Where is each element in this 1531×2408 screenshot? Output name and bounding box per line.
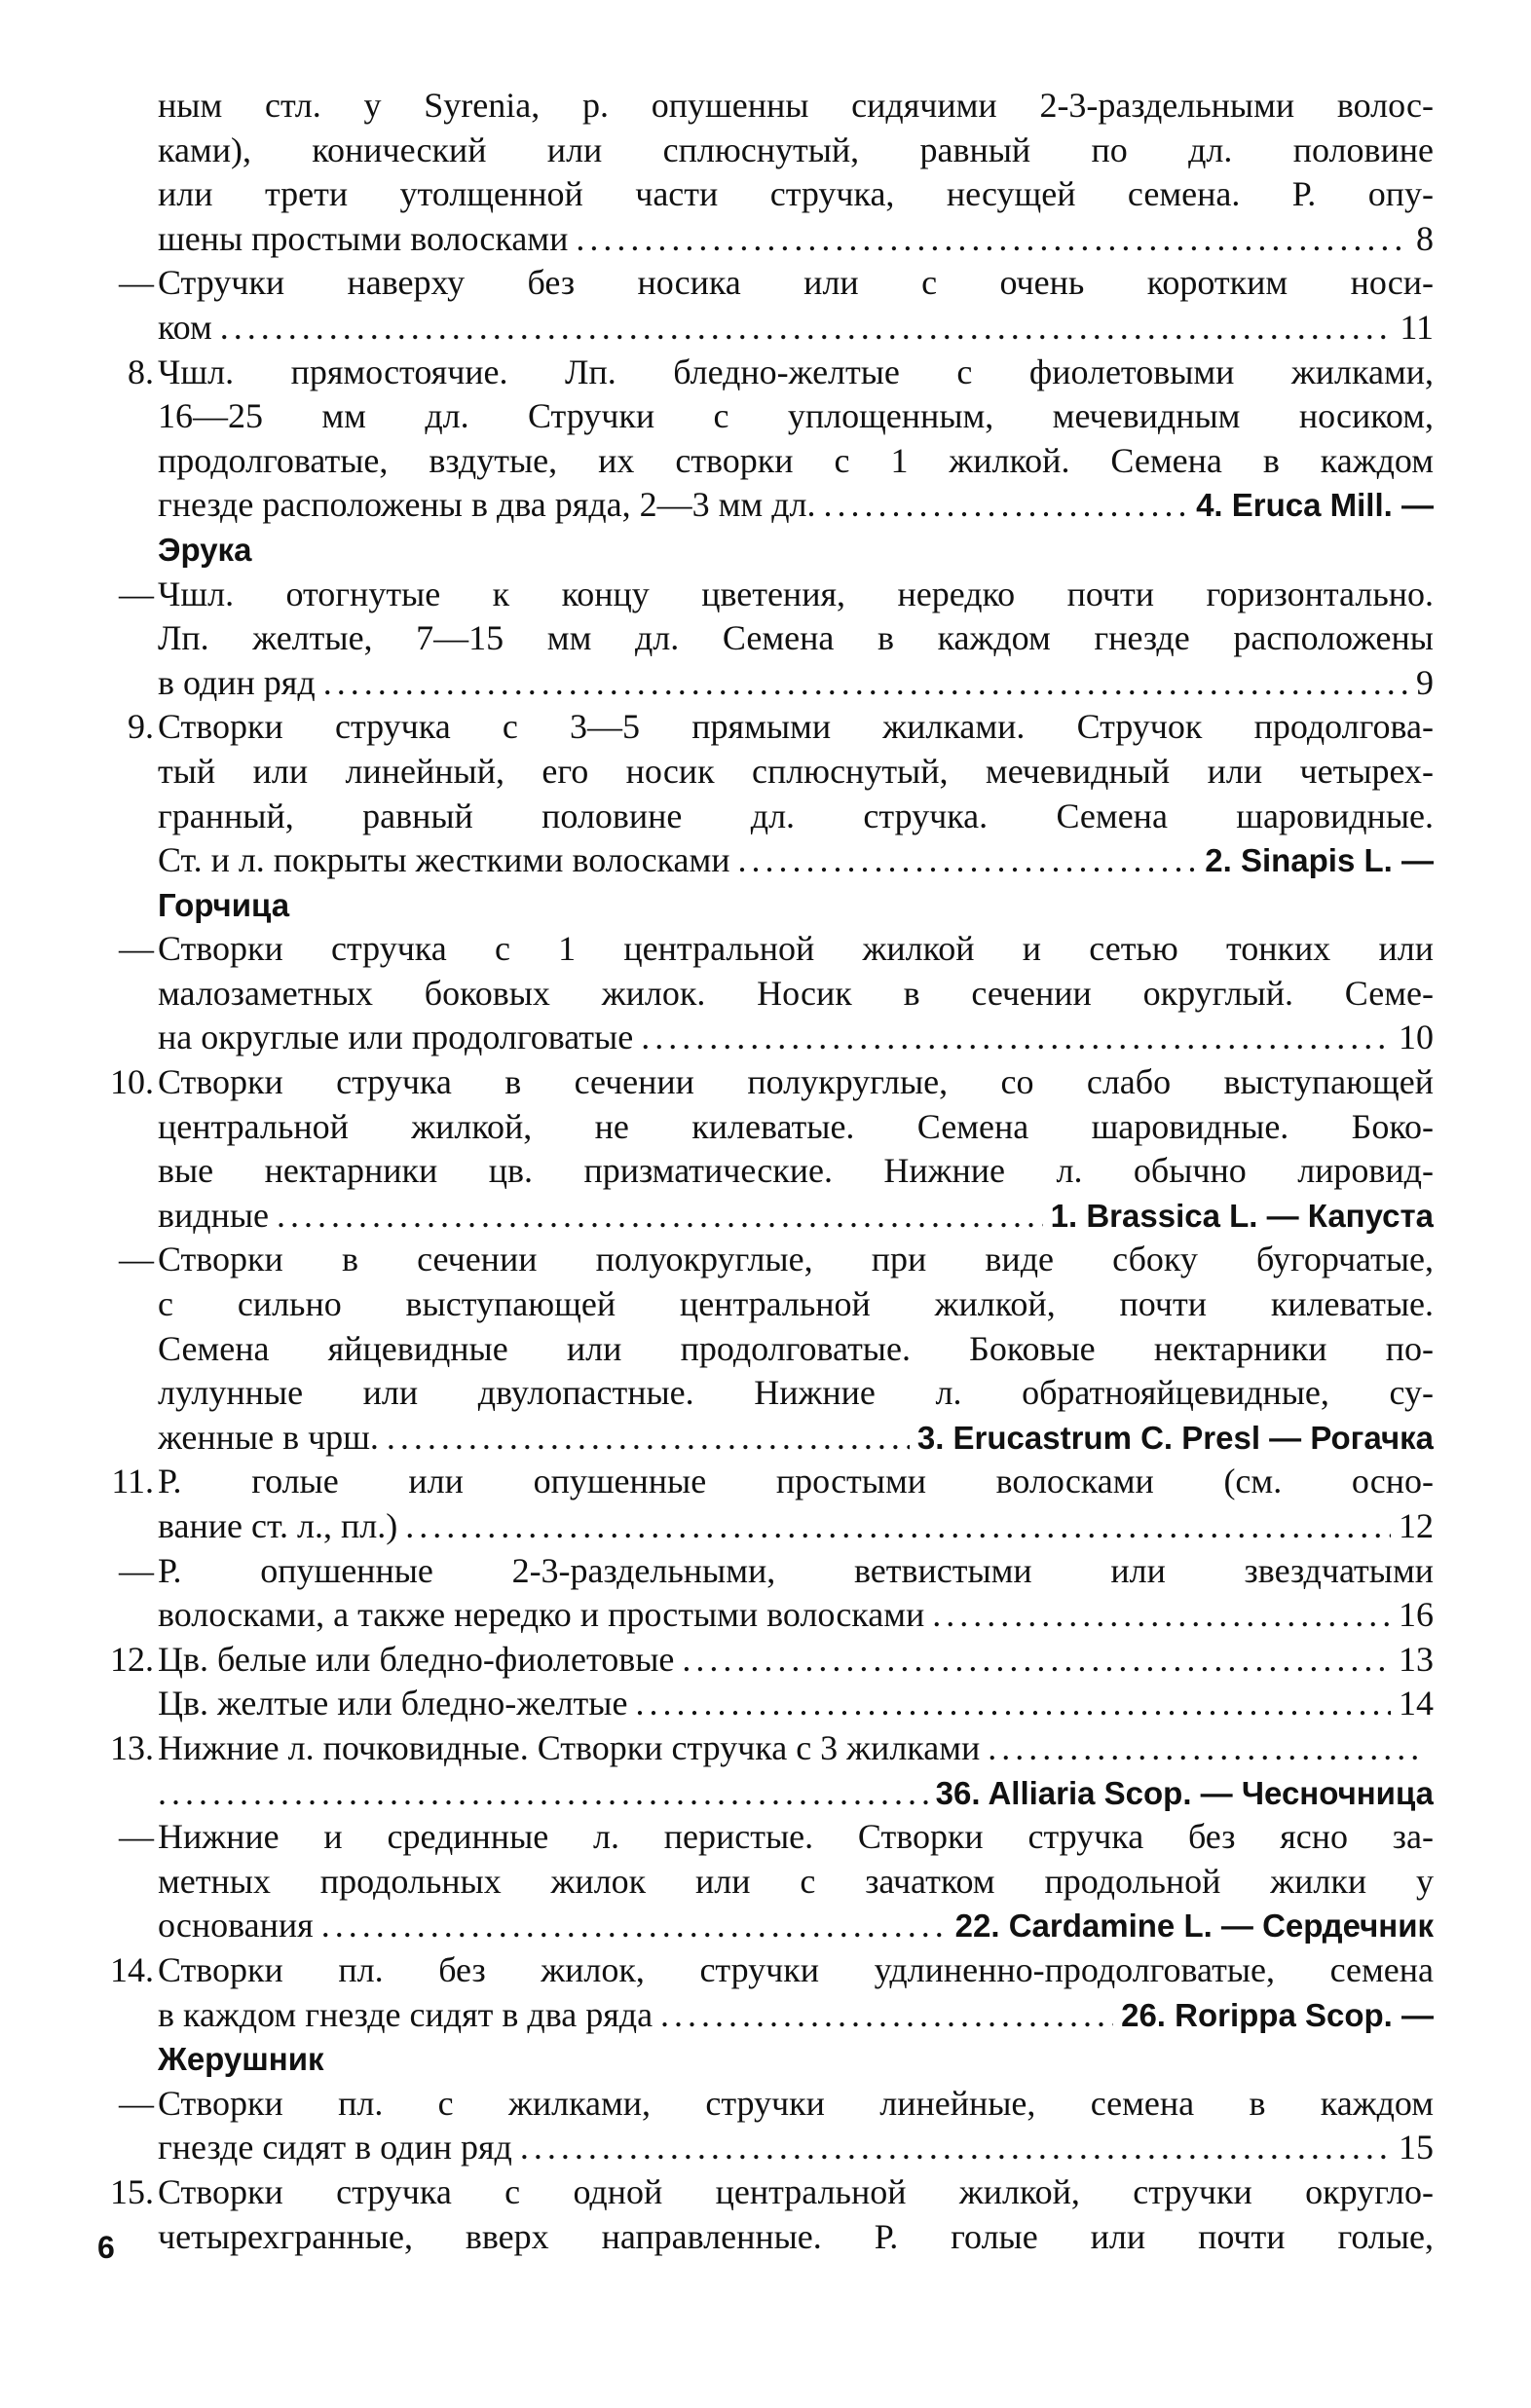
key-entry-number: —	[119, 1550, 154, 1590]
key-entry-taxon-name: Жерушник	[158, 2041, 324, 2078]
key-entry-leader-line	[158, 1016, 1434, 1060]
key-entry	[97, 84, 1434, 261]
key-entry-last-line: Цв. белые или бледно-фиолетовые	[158, 1639, 675, 1679]
dot-leader	[387, 1416, 910, 1461]
key-entry-line: Р. опушенные 2-3-раздельными, ветвистыми или звездчатыми	[158, 1550, 1434, 1590]
key-entry	[97, 573, 1434, 706]
key-entry-reference: 13	[1399, 1639, 1434, 1679]
key-entry-leader-line	[158, 217, 1434, 262]
dot-leader	[932, 1593, 1391, 1638]
key-entry-leader-line	[158, 1593, 1434, 1638]
key-entry-last-line: в каждом гнезде сидят в два ряда	[158, 1994, 653, 2034]
key-entry	[97, 1726, 1434, 1815]
key-entry-number: 8.	[128, 352, 154, 391]
key-entry-reference: 3. Erucastrum C. Presl — Рогачка	[916, 1419, 1434, 1456]
dot-leader	[158, 1771, 928, 1816]
key-entry-leader-line	[158, 483, 1434, 528]
dot-leader	[220, 306, 1393, 351]
page-number: 6	[97, 2230, 115, 2265]
key-entry-line: Створки стручка с 1 центральной жилкой и сетью тонких или	[158, 929, 1434, 969]
key-entry-line: продолговатые, вздутые, их створки с 1 жилкой. Семена в каждом	[158, 440, 1434, 480]
key-entry-number: —	[119, 929, 154, 969]
key-entry-number: —	[119, 2083, 154, 2123]
key-entry-last-line: гнезде сидят в один ряд	[158, 2128, 512, 2167]
key-entry-number: —	[119, 574, 154, 613]
key-entry-reference: 1. Brassica L. — Капуста	[1050, 1197, 1434, 1234]
dot-leader	[823, 483, 1188, 528]
key-entry-last-line: ком	[158, 307, 212, 347]
dot-leader	[738, 838, 1198, 883]
key-entry-number: 9.	[128, 707, 154, 747]
key-entry-reference: 22. Cardamine L. — Сердечник	[954, 1908, 1434, 1945]
key-entry-line: Р. голые или опушенные простыми волосками (см. осно-	[158, 1462, 1434, 1501]
key-entry-leader-line	[158, 1194, 1434, 1239]
dot-leader	[520, 2126, 1391, 2170]
key-entry-number: 14.	[110, 1949, 154, 1989]
key-entry-line: центральной жилкой, не килеватые. Семена шаровидные. Боко-	[158, 1106, 1434, 1146]
key-entry-leader-line	[158, 306, 1434, 351]
key-entry-reference: 4. Eruca Mill. —	[1196, 487, 1434, 524]
key-entry-line: или трети утолщенной части стручка, несущей семена. Р. опу-	[158, 174, 1434, 214]
key-entry-line: тый или линейный, его носик сплюснутый, мечевидный или четырех-	[158, 751, 1434, 791]
dot-leader	[641, 1016, 1391, 1060]
key-entry-leader-line	[158, 661, 1434, 706]
key-entry-leader-line	[158, 1682, 1434, 1726]
key-entry-line: Нижние и срединные л. перистые. Створки стручка без ясно за-	[158, 1817, 1434, 1857]
key-entry-line: малозаметных боковых жилок. Носик в сечении округлый. Семе-	[158, 973, 1434, 1013]
key-entry-last-line: Ст. и л. покрыты жесткими волосками	[158, 840, 730, 880]
key-entry-last-line: гнезде расположены в два ряда, 2—3 мм дл.	[158, 485, 816, 525]
key-entry	[97, 1815, 1434, 1948]
key-entry	[97, 2082, 1434, 2170]
key-entry-line: Створки пл. без жилок, стручки удлиненно-продолговатые, семена	[158, 1949, 1434, 1989]
key-entry-last-line: женные в чрш.	[158, 1417, 379, 1457]
key-entry-line: Створки стручка в сечении полукруглые, со слабо выступающей	[158, 1062, 1434, 1102]
key-entry	[97, 1948, 1434, 2082]
key-entry	[97, 1460, 1434, 1548]
dot-leader	[277, 1194, 1043, 1239]
key-entry	[97, 1549, 1434, 1638]
key-entry-reference: 10	[1399, 1018, 1434, 1057]
dot-leader	[635, 1682, 1391, 1726]
key-entry-leader-line	[158, 1904, 1434, 1948]
identification-key	[97, 84, 1434, 2259]
key-entry-number: —	[119, 1817, 154, 1857]
key-entry-number: —	[119, 1240, 154, 1279]
key-entry-last-line: вание ст. л., пл.)	[158, 1506, 398, 1545]
dot-leader	[660, 1993, 1113, 2038]
key-entry-reference: 2. Sinapis L. —	[1205, 842, 1434, 879]
key-entry-line: лулунные или двулопастные. Нижние л. обратнояйцевидные, су-	[158, 1373, 1434, 1413]
key-entry-line: Створки пл. с жилками, стручки линейные, семена в каждом	[158, 2083, 1434, 2123]
key-entry-line: ками), конический или сплюснутый, равный по дл. половине	[158, 130, 1434, 169]
key-entry-line: ным стл. у Syrenia, р. опушенны сидячими 2-3-раздельными волос-	[158, 86, 1434, 125]
key-entry-last-line: Цв. желтые или бледно-желтые	[158, 1684, 628, 1723]
key-entry	[97, 1638, 1434, 1683]
key-entry-last-line: в один ряд	[158, 662, 316, 702]
key-entry-line: Лп. желтые, 7—15 мм дл. Семена в каждом гнезде расположены	[158, 618, 1434, 658]
dot-leader	[405, 1504, 1391, 1549]
key-entry-reference: 15	[1399, 2128, 1434, 2167]
key-entry	[97, 705, 1434, 927]
key-entry-last-line: Нижние л. почковидные. Створки стручка с 3 жилками	[158, 1727, 981, 1767]
key-entry-reference: 12	[1399, 1506, 1434, 1545]
key-entry-number: —	[119, 263, 154, 303]
key-entry-line: Чшл. прямостоячие. Лп. бледно-желтые с фиолетовыми жилками,	[158, 352, 1434, 391]
key-entry-number: 13.	[110, 1727, 154, 1767]
key-entry-number: 12.	[110, 1639, 154, 1679]
key-entry-last-line: на округлые или продолговатые	[158, 1018, 634, 1057]
dot-leader	[321, 1904, 948, 1948]
key-entry-leader-line	[158, 2126, 1434, 2170]
key-entry-line: Створки стручка с одной центральной жилкой, стручки округло-	[158, 2171, 1434, 2211]
dot-leader	[323, 661, 1408, 706]
key-entry-leader-line	[158, 838, 1434, 883]
key-entry-line: Чшл. отогнутые к концу цветения, нередко почти горизонтально.	[158, 574, 1434, 613]
key-entry-reference: 8	[1416, 218, 1434, 258]
key-entry-taxon-name: Эрука	[158, 531, 252, 568]
key-entry-last-line: видные	[158, 1195, 270, 1235]
dot-leader	[988, 1726, 1426, 1771]
key-entry-leader-line	[158, 1726, 1434, 1771]
key-entry	[97, 1682, 1434, 1726]
key-entry	[97, 2170, 1434, 2259]
dot-leader	[682, 1638, 1391, 1683]
key-entry-reference: 16	[1399, 1595, 1434, 1635]
key-entry-reference: 26. Rorippa Scop. —	[1121, 1996, 1434, 2033]
key-entry-last-line: волосками, а также нередко и простыми волосками	[158, 1595, 925, 1635]
dot-leader	[576, 217, 1408, 262]
key-entry-number: 11.	[111, 1462, 154, 1501]
key-entry-line: четырехгранные, вверх направленные. Р. голые или почти голые,	[158, 2216, 1434, 2256]
key-entry-leader-line	[158, 1771, 1434, 1816]
key-entry-leader-line	[158, 1638, 1434, 1683]
key-entry-reference: 14	[1399, 1684, 1434, 1723]
key-entry	[97, 261, 1434, 350]
key-entry-line: метных продольных жилок или с зачатком продольной жилки у	[158, 1861, 1434, 1901]
key-entry	[97, 927, 1434, 1060]
key-entry-leader-line	[158, 1416, 1434, 1461]
key-entry-line: гранный, равный половине дл. стручка. Семена шаровидные.	[158, 796, 1434, 835]
key-entry-number: 10.	[110, 1062, 154, 1102]
key-entry-line: с сильно выступающей центральной жилкой, почти килеватые.	[158, 1284, 1434, 1324]
key-entry	[97, 1238, 1434, 1460]
key-entry-line: Семена яйцевидные или продолговатые. Боковые нектарники по-	[158, 1328, 1434, 1368]
key-entry-reference: 9	[1416, 662, 1434, 702]
key-entry-reference: 11	[1400, 307, 1434, 347]
key-entry-leader-line	[158, 1504, 1434, 1549]
key-entry-reference: 36. Alliaria Scop. — Чесночница	[935, 1774, 1434, 1811]
key-entry-line: Створки стручка с 3—5 прямыми жилками. Стручок продолгова-	[158, 707, 1434, 747]
key-entry-number: 15.	[110, 2171, 154, 2211]
key-entry-line: Стручки наверху без носика или с очень коротким носи-	[158, 263, 1434, 303]
key-entry-taxon-name: Горчица	[158, 886, 290, 923]
key-entry-last-line: основания	[158, 1906, 314, 1945]
key-entry-line: вые нектарники цв. призматические. Нижние л. обычно лировид-	[158, 1151, 1434, 1191]
key-entry-leader-line	[158, 1993, 1434, 2038]
key-entry	[97, 1060, 1434, 1238]
key-entry	[97, 351, 1434, 573]
key-entry-last-line: шены простыми волосками	[158, 218, 569, 258]
key-entry-line: Створки в сечении полуокруглые, при виде сбоку бугорчатые,	[158, 1240, 1434, 1279]
key-entry-line: 16—25 мм дл. Стручки с уплощенным, мечевидным носиком,	[158, 396, 1434, 436]
